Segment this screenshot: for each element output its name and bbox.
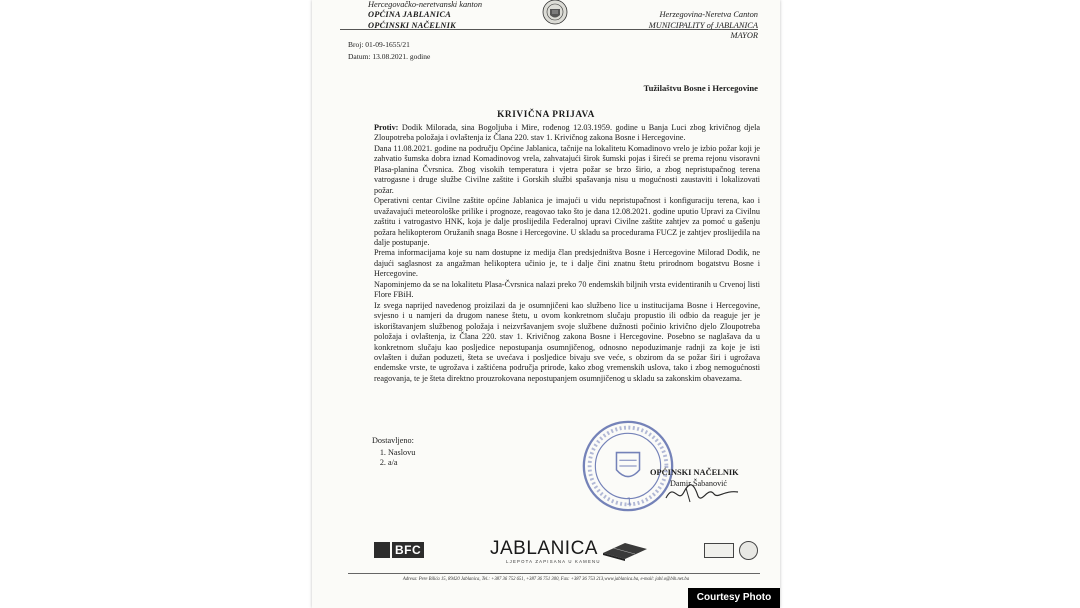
signature-icon — [660, 474, 742, 508]
header-divider — [340, 29, 758, 30]
footer-divider — [348, 573, 760, 574]
stone-block-icon — [599, 539, 651, 561]
list-item: 2. a/a — [388, 458, 415, 469]
document-title: KRIVIČNA PRIJAVA — [497, 110, 595, 120]
jablanica-tagline: LJEPOTA ZAPISANA U KAMENU — [506, 559, 601, 564]
body-paragraph — [374, 123, 760, 144]
body-paragraph: Operativni centar Civilne zaštite općine Jablanica je imajući u vidu nepristupačnost i konfiguraciju terena, kao i uvažavajući meteorološke prilike i prognoze, reagovao tako što je dana 12.08.2021. godine uputio Upravi za Civilnu zaštitu i vatrogastvo HNK, koja je dalje proslijedila Federalnoj upravi Civilne zaštite zahtjev za pomoć u gašenju požara helikopterom Oružanih snaga Bosne i Hercegovine. U skladu sa procedurama FUCZ je zahtjev proslijedila na dalje postupanje. — [374, 196, 760, 247]
document-body — [374, 123, 760, 384]
document-date: Datum: 13.08.2021. godine — [348, 52, 431, 61]
delivered-list — [372, 436, 415, 469]
svg-text:1: 1 — [626, 496, 633, 508]
certification-logos — [704, 541, 758, 560]
bfc-logo — [374, 541, 424, 559]
body-paragraph: Prema informacijama koje su nam dostupne iz medija član predsjedništva Bosne i Hercegovine Milorad Dodik, ne dajući saglasnost za angažman helikoptera učinio je, te i dalje čini znatnu štetu prirodnom bogatstvu Bosne i Hercegovine. — [374, 248, 760, 279]
certification-badge-icon — [739, 541, 758, 560]
body-paragraph: Iz svega naprijed navedenog proizilazi da je osumnjičeni kao službeno lice u institucijama Bosne i Hercegovine, svjesno i u namjeri da drugom nanese štetu, u ovom konkretnom slučaju propustio ili odbio da reaguje jer je iskorištavanjem službenog položaja i neizvršavanjem svoje službene dužnosti počinio krivično djelo Zloupotreba položaja i ovlaštenja, iz Člana 220. stav 1. Krivičnog zakona Bosne i Hercegovine. Posebno se naglašava da u konkretnom slučaju kao posljedice nepostupanja osumnjičenog, odnosno nepoduzimanje radnji za koje je isti ovlašten i dužan poduzeti, šteta se uvećava i posljedice bivaju sve veće, s obzirom da se požar širi i ugrožava endemske vrste, te ugrožava i zaštićena područja prirode, kako zbog vremenskih uslova, tako i zbog nemogućnosti reagovanja, te je šteta direktno prouzrokovana nepostupanjem osumnjičenog u skladu sa zakonskim obavezama. — [374, 300, 760, 383]
footer-address: Adresa: Pere Bilića 15, 89420 Jablanica, Tel.: +387 36 752 651, +387 36 751 300, Fax: +387 36 753 213,www.jablanica.ba, e-mail: jabl.o@bih.net.ba — [402, 577, 690, 582]
list-item: 1. Naslovu — [388, 448, 415, 459]
photo-credit: Courtesy Photo — [688, 588, 780, 608]
coat-of-arms-icon — [540, 0, 570, 30]
signatory-name: Damir Šabanović — [670, 479, 728, 488]
bfc-logo-text: BFC — [392, 542, 424, 558]
header-right — [649, 0, 758, 42]
mayor-office-en: MAYOR — [730, 31, 758, 41]
canton-name: Hercegovačko-neretvanski kanton — [368, 0, 483, 9]
municipality-name-en: MUNICIPALITY of JABLANICA — [648, 20, 758, 30]
header-left — [368, 0, 482, 31]
delivered-label: Dostavljeno: — [372, 436, 414, 445]
mayor-office: OPĆINSKI NAČELNIK — [368, 20, 456, 30]
recipient: Tužilaštvu Bosne i Hercegovine — [643, 83, 758, 93]
jablanica-logo — [490, 539, 601, 564]
body-paragraph: Napominjemo da se na lokalitetu Plasa-Čvrsnica nalazi preko 70 endemskih biljnih vrsta evidentiranih u Crvenoj listi Flore FBiH. — [374, 279, 760, 300]
municipality-name: OPĆINA JABLANICA — [368, 10, 452, 20]
reference-number: Broj: 01-09-1655/21 — [348, 40, 410, 49]
paragraph-text: Dodik Milorada, sina Bogoljuba i Mire, rođenog 12.03.1959. godine u Banja Luci zbog krivičnog djela Zloupotreba položaja i ovlaštenja iz Člana 220. stav 1. Krivičnog zakona Bosne i Hercegovine. — [374, 123, 760, 143]
canton-name-en: Herzegovina-Neretva Canton — [659, 10, 758, 20]
against-label: Protiv: — [374, 123, 399, 132]
bfc-mark-icon — [374, 542, 390, 558]
certificate-icon — [704, 543, 734, 558]
signature-title: OPĆINSKI NAČELNIK — [650, 468, 739, 477]
document-page — [312, 0, 780, 608]
body-paragraph: Dana 11.08.2021. godine na području Općine Jablanica, tačnije na lokalitetu Komadinovo vrelo je izbio požar koji je zahvatio šumska dobra iznad Komadinovog vrela, zahvatajući širok šumski pojas i šireći se prema rejonu visoravni Plasa-planina Čvrsnica. Zbog visokih temperatura i vjetra požar se brzo širio, a zbog nepristupačnog terena vatrogasne i druge službe Civilne zaštite i Gorskih službi spašavanja nisu u mogućnosti zaustaviti i lokalizovati požar. — [374, 143, 760, 195]
jablanica-wordmark: JABLANICA — [490, 538, 598, 559]
